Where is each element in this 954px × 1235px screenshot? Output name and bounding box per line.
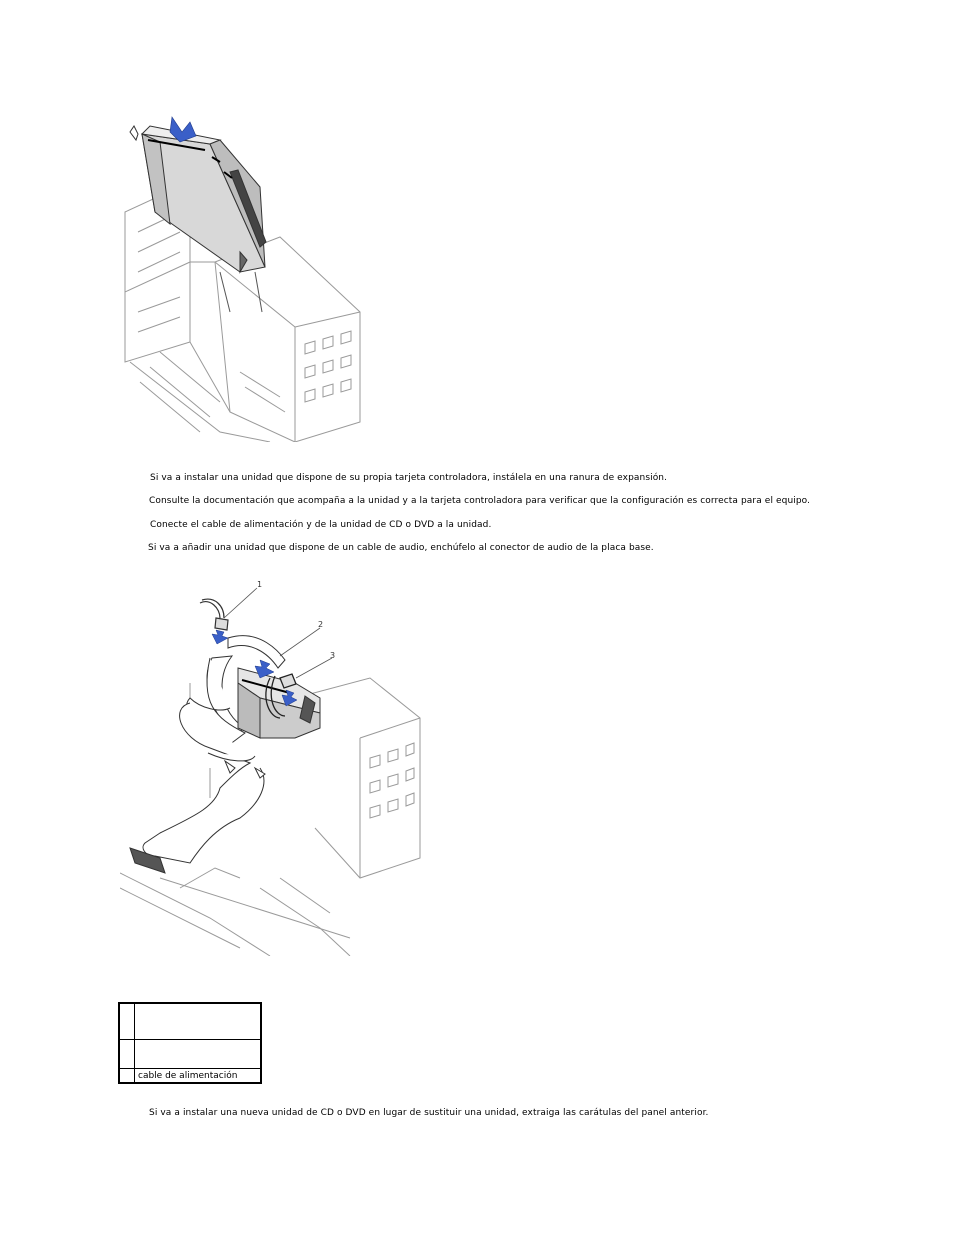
drive-insertion-figure — [120, 112, 380, 442]
legend-number — [119, 1069, 135, 1084]
legend-text: cable de alimentación — [135, 1069, 262, 1084]
callout-2: 2 — [318, 620, 324, 629]
legend-row — [119, 1069, 261, 1084]
instruction-step-4: Si va a añadir una unidad que dispone de un cable de audio, enchúfelo al conector de audio de la placa base. — [148, 543, 654, 553]
legend-text — [135, 1003, 262, 1040]
callout-3: 3 — [330, 651, 336, 660]
instruction-step-1: Si va a instalar una unidad que dispone de su propia tarjeta controladora, instálela en una ranura de expansión. — [150, 473, 668, 483]
legend-number — [119, 1040, 135, 1069]
instruction-step-2: Consulte la documentación que acompaña a la unidad y a la tarjeta controladora para verificar que la configuración es correcta para el equipo. — [149, 496, 811, 506]
legend-row — [119, 1003, 261, 1040]
callout-1: 1 — [257, 580, 263, 589]
legend-number — [119, 1003, 135, 1040]
legend-row — [119, 1040, 261, 1069]
legend-text — [135, 1040, 262, 1069]
cable-connection-figure — [120, 578, 430, 956]
instruction-step-3: Conecte el cable de alimentación y de la unidad de CD o DVD a la unidad. — [150, 520, 492, 530]
instruction-step-5: Si va a instalar una nueva unidad de CD o DVD en lugar de sustituir una unidad, extraiga las carátulas del panel anterior. — [149, 1108, 709, 1118]
callout-legend-table — [118, 1002, 262, 1084]
